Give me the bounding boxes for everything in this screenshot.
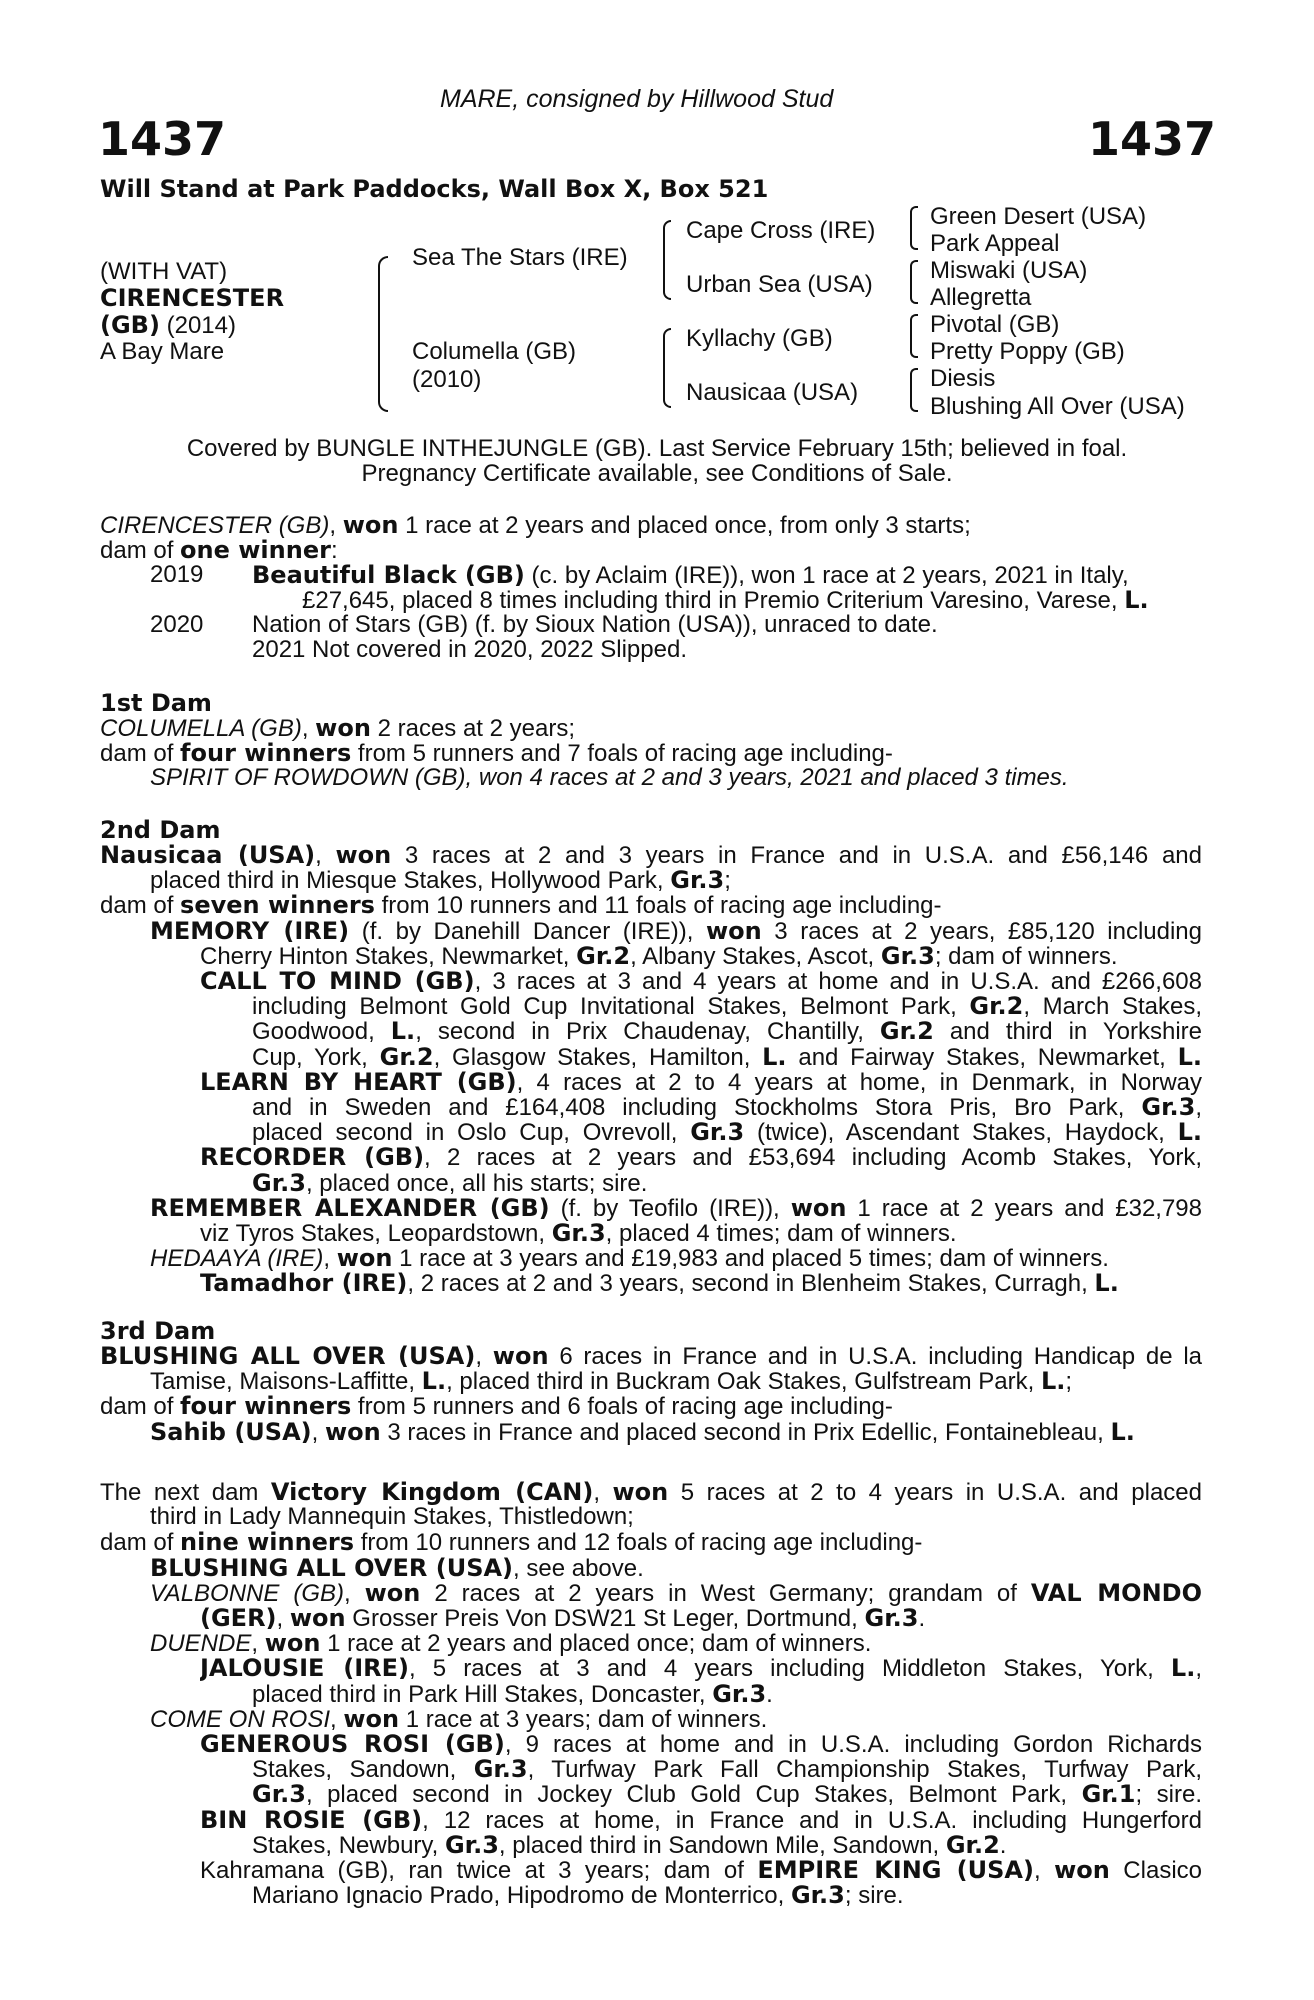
first-dam-line-1: COLUMELLA (GB), won 2 races at 2 years; bbox=[100, 714, 576, 742]
nextdam-line: BLUSHING ALL OVER (USA), see above. bbox=[150, 1553, 644, 1582]
nextdam-line: third in Lady Mannequin Stakes, Thistledown; bbox=[150, 1503, 634, 1531]
second-dam-heading: 2nd Dam bbox=[100, 816, 221, 844]
dam2-line: placed third in Miesque Stakes, Hollywood Park, Gr.3; bbox=[150, 866, 731, 895]
dam2-line: CALL TO MIND (GB), 3 races at 3 and 4 years at home and in U.S.A. and £266,608 bbox=[200, 968, 1202, 994]
dam2-line: and in Sweden and £164,408 including Stockholms Stora Pris, Bro Park, Gr.3, bbox=[252, 1094, 1202, 1120]
pedigree-brace-dd bbox=[910, 368, 918, 412]
nextdam-line: GENEROUS ROSI (GB), 9 races at home and in U.S.A. including Gordon Richards bbox=[200, 1731, 1202, 1757]
dam3-line: BLUSHING ALL OVER (USA), won 6 races in France and in U.S.A. including Handicap de la bbox=[100, 1343, 1202, 1369]
pedigree-sire-sire: Cape Cross (IRE) bbox=[686, 217, 876, 244]
dam2-line: including Belmont Gold Cup Invitational Stakes, Belmont Park, Gr.2, March Stakes, bbox=[252, 993, 1202, 1020]
foal-2019-line-1: Beautiful Black (GB) (c. by Aclaim (IRE)), won 1 race at 2 years, 2021 in Italy, bbox=[252, 561, 1129, 589]
horse-description: A Bay Mare bbox=[100, 338, 225, 365]
pedigree-ddd: Blushing All Over (USA) bbox=[930, 393, 1185, 420]
pedigree-dam: Columella (GB) bbox=[412, 338, 577, 365]
lot-number-right: 1437 bbox=[1088, 112, 1217, 166]
nextdam-line: (GER), won Grosser Preis Von DSW21 St Leger, Dortmund, Gr.3. bbox=[200, 1604, 926, 1632]
nextdam-line: DUENDE, won 1 race at 2 years and placed once; dam of winners. bbox=[150, 1629, 872, 1658]
covered-line-1: Covered by BUNGLE INTHEJUNGLE (GB). Last Service February 15th; believed in foal. bbox=[186, 435, 1128, 462]
dam2-line: REMEMBER ALEXANDER (GB) (f. by Teofilo (IRE)), won 1 race at 2 years and £32,798 bbox=[150, 1194, 1202, 1221]
dam2-line: dam of seven winners from 10 runners and 11 foals of racing age including- bbox=[100, 891, 942, 920]
foal-year-2019: 2019 bbox=[150, 561, 204, 588]
covered-line-2: Pregnancy Certificate available, see Conditions of Sale. bbox=[361, 460, 953, 487]
horse-name: CIRENCESTER bbox=[100, 284, 285, 312]
nextdam-line: dam of nine winners from 10 runners and 12 foals of racing age including- bbox=[100, 1528, 923, 1557]
first-dam-line-2: dam of four winners from 5 runners and 7 foals of racing age including- bbox=[100, 739, 893, 767]
dam2-line: Gr.3, placed once, all his starts; sire. bbox=[252, 1168, 648, 1197]
foal-2021-note: 2021 Not covered in 2020, 2022 Slipped. bbox=[252, 636, 687, 663]
vat-note: (WITH VAT) bbox=[100, 258, 228, 285]
pedigree-sss: Green Desert (USA) bbox=[930, 203, 1147, 230]
stabling-location: Will Stand at Park Paddocks, Wall Box X, Box 521 bbox=[100, 175, 769, 203]
dam2-line: Cup, York, Gr.2, Glasgow Stakes, Hamilton, L. and Fairway Stakes, Newmarket, L. bbox=[252, 1043, 1202, 1070]
nextdam-line: The next dam Victory Kingdom (CAN), won 5 races at 2 to 4 years in U.S.A. and placed bbox=[100, 1479, 1202, 1505]
nextdam-line: JALOUSIE (IRE), 5 races at 3 and 4 years including Middleton Stakes, York, L., bbox=[200, 1655, 1202, 1682]
third-dam-heading: 3rd Dam bbox=[100, 1317, 216, 1345]
nextdam-line: VALBONNE (GB), won 2 races at 2 years in West Germany; grandam of VAL MONDO bbox=[150, 1579, 1202, 1606]
dam2-line: Cherry Hinton Stakes, Newmarket, Gr.2, Albany Stakes, Ascot, Gr.3; dam of winners. bbox=[200, 941, 1118, 970]
pedigree-brace-ds bbox=[910, 314, 918, 358]
dam3-line: Sahib (USA), won 3 races in France and placed second in Prix Edellic, Fontainebleau, L. bbox=[150, 1417, 1135, 1446]
pedigree-brace-sd bbox=[910, 260, 918, 304]
foal-2020: Nation of Stars (GB) (f. by Sioux Nation (USA)), unraced to date. bbox=[252, 611, 938, 638]
pedigree-brace-main bbox=[378, 256, 388, 412]
nextdam-line: Stakes, Sandown, Gr.3, Turfway Park Fall Championship Stakes, Turfway Park, bbox=[252, 1756, 1202, 1783]
pedigree-dam-dam: Nausicaa (USA) bbox=[686, 379, 859, 406]
horse-country: (GB) bbox=[100, 311, 160, 339]
dam2-line: placed second in Oslo Cup, Ovrevoll, Gr.3 (twice), Ascendant Stakes, Haydock, L. bbox=[252, 1119, 1202, 1146]
dam3-line: Tamise, Maisons-Laffitte, L., placed third in Buckram Oak Stakes, Gulfstream Park, L.; bbox=[150, 1367, 1073, 1396]
pedigree-dam-sire: Kyllachy (GB) bbox=[686, 325, 833, 352]
foal-year-2020: 2020 bbox=[150, 611, 204, 638]
nextdam-line: COME ON ROSI, won 1 race at 3 years; dam of winners. bbox=[150, 1704, 768, 1733]
dam2-line: MEMORY (IRE) (f. by Danehill Dancer (IRE)), won 3 races at 2 years, £85,120 including bbox=[150, 917, 1202, 944]
dam2-line: Tamadhor (IRE), 2 races at 2 and 3 years, second in Blenheim Stakes, Curragh, L. bbox=[200, 1269, 1119, 1298]
pedigree-sds: Miswaki (USA) bbox=[930, 257, 1088, 284]
first-dam-produce: SPIRIT OF ROWDOWN (GB), won 4 races at 2 and 3 years, 2021 and placed 3 times. bbox=[150, 764, 1069, 791]
pedigree-brace-sire bbox=[663, 220, 671, 300]
pedigree-dds: Diesis bbox=[930, 365, 996, 392]
nextdam-line: Stakes, Newbury, Gr.3, placed third in Sandown Mile, Sandown, Gr.2. bbox=[252, 1830, 1007, 1859]
dam2-line: Goodwood, L., second in Prix Chaudenay, Chantilly, Gr.2 and third in Yorkshire bbox=[252, 1018, 1202, 1045]
nextdam-line: Kahramana (GB), ran twice at 3 years; dam of EMPIRE KING (USA), won Clasico bbox=[200, 1857, 1202, 1883]
horse-origin bbox=[100, 312, 236, 339]
consignor-line: MARE, consigned by Hillwood Stud bbox=[440, 85, 834, 113]
pedigree-brace-dam bbox=[663, 328, 671, 408]
pedigree-dsd: Pretty Poppy (GB) bbox=[930, 338, 1125, 365]
dam2-line: LEARN BY HEART (GB), 4 races at 2 to 4 years at home, in Denmark, in Norway bbox=[200, 1068, 1202, 1095]
first-dam-heading: 1st Dam bbox=[100, 689, 212, 717]
pedigree-sire-dam: Urban Sea (USA) bbox=[686, 271, 873, 298]
horse-year: (2014) bbox=[166, 312, 236, 339]
pedigree-dam-year: (2010) bbox=[412, 366, 482, 393]
nextdam-line: Gr.3, placed second in Jockey Club Gold Cup Stakes, Belmont Park, Gr.1; sire. bbox=[252, 1781, 1202, 1808]
lot-number-left: 1437 bbox=[98, 112, 227, 166]
nextdam-line: BIN ROSIE (GB), 12 races at home, in France and in U.S.A. including Hungerford bbox=[200, 1806, 1202, 1833]
pedigree-sdd: Allegretta bbox=[930, 284, 1032, 311]
dam2-line: RECORDER (GB), 2 races at 2 years and £53,694 including Acomb Stakes, York, bbox=[200, 1144, 1202, 1171]
pedigree-sire: Sea The Stars (IRE) bbox=[412, 244, 628, 271]
dam2-line: Nausicaa (USA), won 3 races at 2 and 3 years in France and in U.S.A. and £56,146 and bbox=[100, 842, 1202, 868]
pedigree-brace-ss bbox=[910, 206, 918, 250]
dam2-line: HEDAAYA (IRE), won 1 race at 3 years and £19,983 and placed 5 times; dam of winners. bbox=[150, 1244, 1109, 1273]
dam2-line: viz Tyros Stakes, Leopardstown, Gr.3, placed 4 times; dam of winners. bbox=[200, 1219, 957, 1247]
mare-record-line-2: dam of one winner: bbox=[100, 536, 338, 564]
pedigree-ssd: Park Appeal bbox=[930, 230, 1060, 257]
nextdam-line: Mariano Ignacio Prado, Hipodromo de Monterrico, Gr.3; sire. bbox=[252, 1881, 904, 1910]
mare-record-line-1: CIRENCESTER (GB), won 1 race at 2 years and placed once, from only 3 starts; bbox=[100, 511, 971, 539]
dam3-line: dam of four winners from 5 runners and 6 foals of racing age including- bbox=[100, 1392, 893, 1421]
nextdam-line: placed third in Park Hill Stakes, Doncaster, Gr.3. bbox=[252, 1679, 773, 1708]
foal-2019-line-2: £27,645, placed 8 times including third in Premio Criterium Varesino, Varese, L. bbox=[302, 586, 1149, 614]
pedigree-dss: Pivotal (GB) bbox=[930, 311, 1060, 338]
